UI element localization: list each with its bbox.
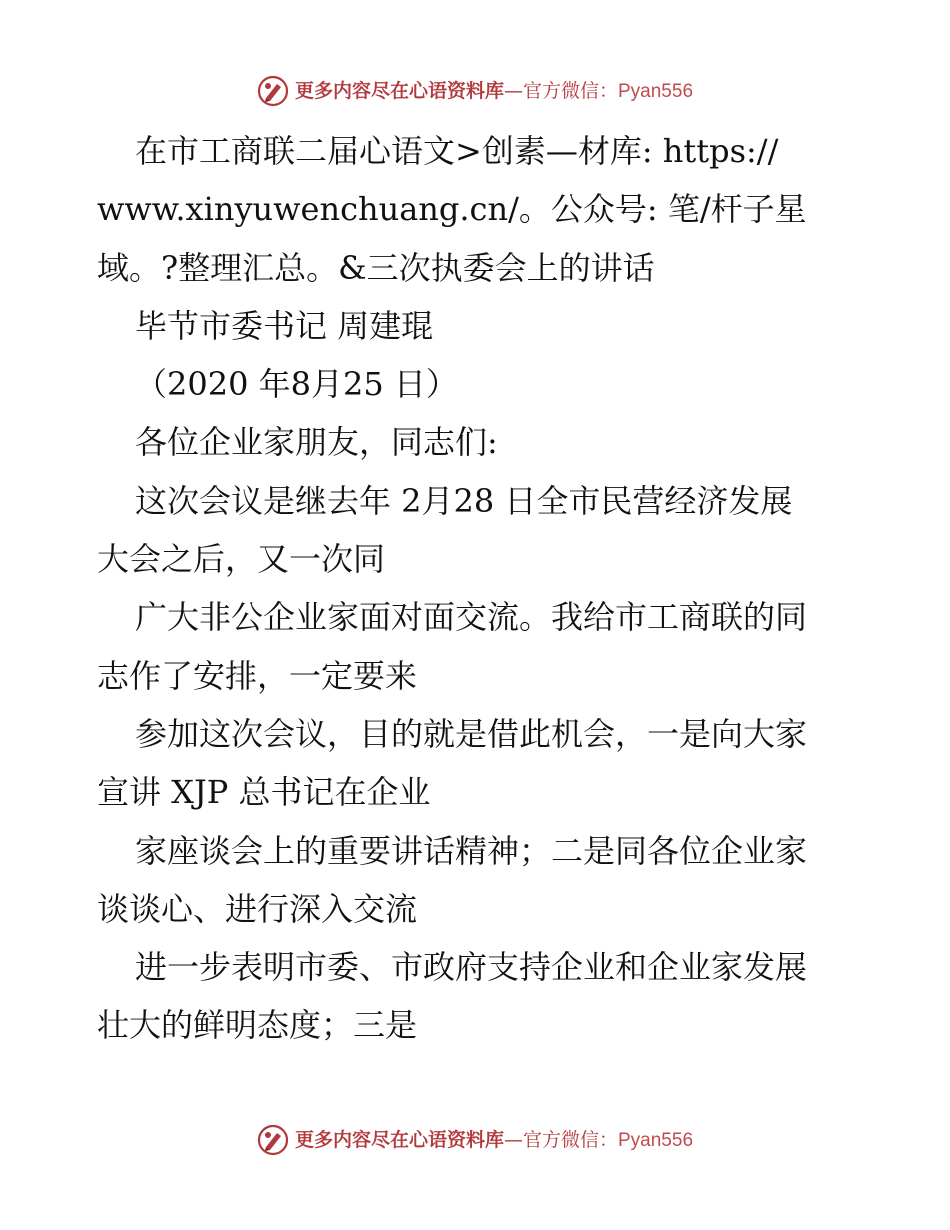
- body-line: 参加这次会议，目的就是借此机会，一是向大家: [135, 714, 808, 753]
- banner-wechat-id: Pyan556: [618, 80, 694, 102]
- body-line: 大会之后，又一次同: [97, 540, 386, 579]
- body-line: 在市工商联二届心语文>创素—材库: https://: [135, 132, 779, 170]
- banner-main-text: 更多内容尽在心语资料库: [294, 1128, 504, 1151]
- header-banner: [0, 71, 950, 111]
- date-line: （2020 年8月25 日）: [135, 365, 458, 404]
- body-line: 这次会议是继去年 2月28 日全市民营经济发展: [135, 481, 793, 520]
- banner-separator: —: [503, 1128, 523, 1151]
- body-line: 进一步表明市委、市政府支持企业和企业家发展: [135, 948, 808, 987]
- body-line: 志作了安排，一定要来: [97, 656, 418, 695]
- banner-text: [294, 79, 694, 102]
- author-line: 毕节市委书记 周建琨: [135, 306, 434, 345]
- pen-logo-icon: [257, 1124, 289, 1156]
- footer-banner: [0, 1120, 950, 1160]
- salutation-line: 各位企业家朋友，同志们:: [135, 423, 498, 462]
- body-line: 家座谈会上的重要讲话精神；二是同各位企业家: [135, 831, 808, 870]
- banner-wechat-label: 官方微信：: [522, 1128, 618, 1151]
- banner-main-text: 更多内容尽在心语资料库: [294, 79, 504, 102]
- body-line: 谈谈心、进行深入交流: [97, 889, 418, 928]
- banner-text: [294, 1128, 694, 1151]
- body-line: 广大非公企业家面对面交流。我给市工商联的同: [135, 598, 808, 637]
- body-line: www.xinyuwenchuang.cn/。公众号: 笔/杆子星: [97, 190, 807, 229]
- body-line: 宣讲 XJP 总书记在企业: [97, 773, 431, 812]
- header-banner-content: [257, 75, 693, 107]
- body-line: 域。?整理汇总。&三次执委会上的讲话: [97, 248, 655, 287]
- banner-wechat-id: Pyan556: [618, 1129, 694, 1151]
- footer-banner-content: [257, 1124, 693, 1156]
- body-line: 壮大的鲜明态度；三是: [97, 1006, 418, 1045]
- pen-logo-icon: [257, 75, 289, 107]
- banner-separator: —: [503, 79, 523, 102]
- document-body: [97, 122, 857, 1055]
- banner-wechat-label: 官方微信：: [522, 79, 618, 102]
